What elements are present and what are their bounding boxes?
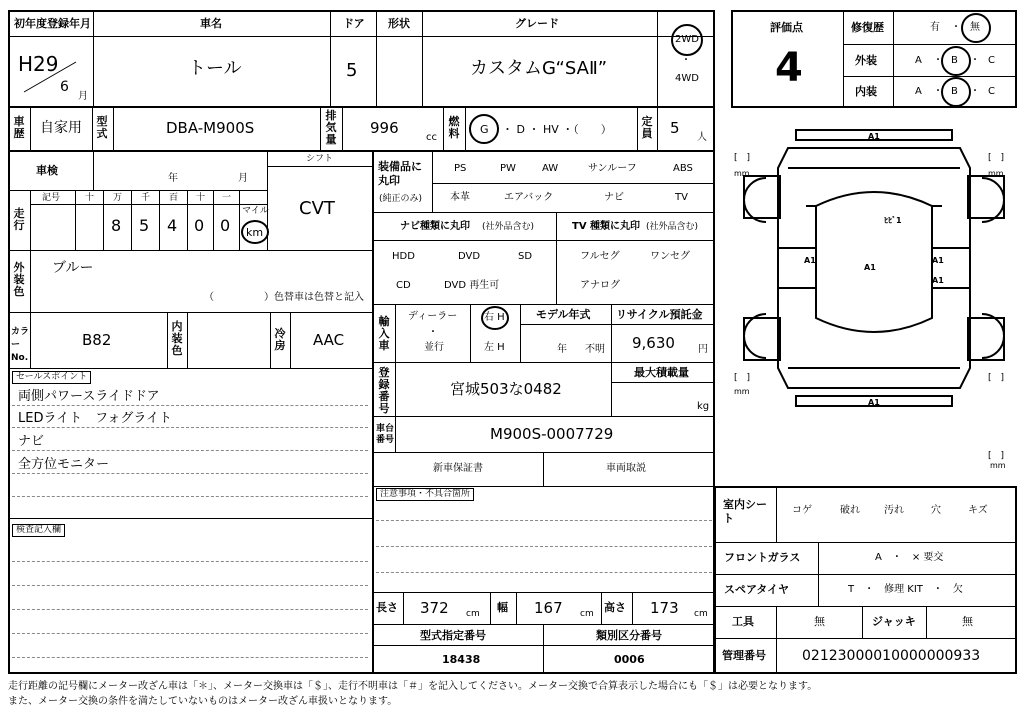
first-reg-era: H29 xyxy=(18,52,59,76)
category-value: 0006 xyxy=(614,653,645,666)
color-no-label: カラーNo. xyxy=(11,327,30,363)
sales-line-2: LEDライト フォグライト xyxy=(18,411,173,426)
displacement-unit: cc xyxy=(426,132,437,143)
damage-mark: A1 xyxy=(868,132,880,141)
equipment-label: 装備品に丸印 xyxy=(378,160,422,187)
mileage-unit-5: 一 xyxy=(222,193,232,203)
damage-mark: A1 xyxy=(932,256,944,265)
width-value: 167 xyxy=(534,599,563,617)
height-unit: cm xyxy=(694,609,708,619)
color-note: （ ）色替車は色替と記入 xyxy=(204,292,364,303)
sales-line-1: 両側パワースライドドア xyxy=(18,389,160,404)
equip-pw[interactable]: PW xyxy=(500,163,516,174)
tools-value[interactable]: 無 xyxy=(814,615,825,628)
import-left-h[interactable]: 左 H xyxy=(484,342,505,353)
seat-stain[interactable]: 汚れ xyxy=(884,505,904,516)
length-unit: cm xyxy=(466,609,480,619)
damage-mark: A1 xyxy=(868,398,880,407)
first-reg-month: 6 xyxy=(60,79,69,95)
sales-label: セールスポイント xyxy=(12,371,91,384)
footer-line-2: また、メーター交換の条件を満たしていないものはメーター改ざん車扱いとなります。 xyxy=(8,696,398,707)
registration-label: 登録番号 xyxy=(378,366,390,415)
inspection-label: 車検 xyxy=(36,164,58,177)
shift-label: シフト xyxy=(306,154,334,164)
height-label: 高さ xyxy=(604,601,626,614)
damage-mark: A1 xyxy=(864,263,876,272)
mgmt-label: 管理番号 xyxy=(722,649,766,662)
recycle-unit: 円 xyxy=(698,344,708,355)
mileage-unit-4: 十 xyxy=(196,193,206,203)
repair-no[interactable]: 無 xyxy=(970,22,980,33)
equip-tv[interactable]: TV xyxy=(675,192,688,203)
damage-mark: ﾋﾋﾞ1 xyxy=(884,216,902,225)
tv-analog[interactable]: アナログ xyxy=(580,280,620,291)
mileage-unit-2: 千 xyxy=(141,193,151,203)
manual-label[interactable]: 車両取説 xyxy=(606,463,646,474)
svg-text:mm: mm xyxy=(990,461,1006,470)
mileage-unit-3: 百 xyxy=(169,193,179,203)
equip-navi[interactable]: ナビ xyxy=(604,192,624,203)
color-value: ブルー xyxy=(52,260,94,276)
equip-ps[interactable]: PS xyxy=(454,163,467,174)
shift-value: CVT xyxy=(299,198,335,219)
width-label: 幅 xyxy=(497,601,508,614)
ac-value: AAC xyxy=(313,331,345,349)
length-value: 372 xyxy=(420,599,449,617)
width-unit: cm xyxy=(580,609,594,619)
model-label: 型式 xyxy=(96,115,108,140)
max-load-unit: kg xyxy=(697,401,710,412)
import-dot: ・ xyxy=(428,327,438,338)
navi-cd[interactable]: CD xyxy=(396,280,411,291)
equip-sunroof[interactable]: サンルーフ xyxy=(588,163,637,174)
seat-tear[interactable]: 破れ xyxy=(840,505,860,516)
mileage-label: 走行 xyxy=(13,207,25,232)
model-value: DBA-M900S xyxy=(166,119,255,137)
grade-label: グレード xyxy=(515,17,559,30)
mileage-unit-0: 十 xyxy=(85,193,95,203)
fuel-label: 燃料 xyxy=(448,115,460,140)
svg-text:mm: mm xyxy=(734,387,750,396)
score-value: 4 xyxy=(775,45,803,91)
svg-text:[ ]: [ ] xyxy=(988,153,1005,163)
sales-line-3: ナビ xyxy=(18,434,45,449)
drive-4wd: 4WD xyxy=(675,73,699,84)
color-no-value: B82 xyxy=(82,331,112,349)
mileage-digit-1: 8 xyxy=(111,216,122,235)
interior-a[interactable]: A xyxy=(915,86,922,97)
model-year-unknown[interactable]: 不明 xyxy=(585,344,605,355)
recycle-label: リサイクル預託金 xyxy=(616,308,703,321)
equip-airbag[interactable]: エアバック xyxy=(504,192,554,203)
grade-value: カスタムG“SAⅡ” xyxy=(470,58,608,79)
jack-label: ジャッキ xyxy=(872,615,916,628)
jack-value[interactable]: 無 xyxy=(962,615,973,628)
equip-leather[interactable]: 本革 xyxy=(450,192,470,203)
height-value: 173 xyxy=(650,599,679,617)
type-designation-label: 型式指定番号 xyxy=(420,629,486,642)
mileage-unit-1: 万 xyxy=(113,193,123,203)
interior-c[interactable]: C xyxy=(988,86,995,97)
svg-text:[ ]: [ ] xyxy=(734,153,751,163)
sales-line-4: 全方位モニター xyxy=(18,457,110,472)
mileage-digit-2: 5 xyxy=(139,216,150,235)
inspection-year-unit: 年 xyxy=(168,173,178,184)
interior-label: 内装 xyxy=(855,85,877,98)
model-year-label: モデル年式 xyxy=(536,308,591,321)
capacity-label: 定員 xyxy=(641,115,653,140)
svg-text:[ ]: [ ] xyxy=(988,373,1005,383)
category-label: 類別区分番号 xyxy=(596,629,662,642)
svg-text:mm: mm xyxy=(734,169,750,178)
model-year-unit: 年 xyxy=(557,344,567,355)
damage-mark: A1 xyxy=(804,256,816,265)
mileage-digit-3: 4 xyxy=(167,216,178,235)
windshield-label: フロントガラス xyxy=(724,551,801,564)
date-slash xyxy=(20,52,80,98)
main-form xyxy=(8,10,715,674)
usage-label: 車歴 xyxy=(13,115,25,140)
km-label: km xyxy=(246,226,264,239)
first-reg-month-unit: 月 xyxy=(78,91,88,102)
equip-aw[interactable]: AW xyxy=(542,163,559,174)
mile-label: マイル xyxy=(242,206,269,216)
navi-dvd-play[interactable]: DVD 再生可 xyxy=(444,280,500,291)
spare-value[interactable]: T ・ 修理 KIT ・ 欠 xyxy=(848,584,963,595)
equip-abs[interactable]: ABS xyxy=(673,163,693,174)
svg-text:mm: mm xyxy=(988,169,1004,178)
fuel-g: G xyxy=(480,123,489,136)
navi-hdd[interactable]: HDD xyxy=(392,251,415,262)
car-damage-diagram xyxy=(726,118,1022,474)
tv-oneseg[interactable]: ワンセグ xyxy=(650,251,690,262)
type-designation-value: 18438 xyxy=(442,653,481,666)
shape-label: 形状 xyxy=(388,17,410,30)
import-right-h[interactable]: 右 H xyxy=(484,312,505,323)
registration-value: 宮城503な0482 xyxy=(450,380,562,398)
footer-line-1: 走行距離の記号欄にメーター改ざん車は「＊」、メーター交換車は「＄」、走行不明車は「＃」を記入してください。メーター交換で合算表示した場合にも「＄」は必要となります。 xyxy=(8,681,818,692)
capacity-unit: 人 xyxy=(697,132,707,143)
seat-burn[interactable]: コゲ xyxy=(792,505,812,516)
interior-dot1: ・ xyxy=(933,86,943,97)
drive-2wd: 2WD xyxy=(675,34,699,45)
capacity-value: 5 xyxy=(670,119,680,137)
mileage-code-label: 記号 xyxy=(42,193,61,203)
repair-dot: ・ xyxy=(951,22,961,33)
tv-label: TV 種類に丸印 xyxy=(572,221,641,232)
door-label: ドア xyxy=(343,17,365,30)
tools-label: 工具 xyxy=(732,615,754,628)
chassis-label: 車台番号 xyxy=(376,424,395,445)
ac-label: 冷房 xyxy=(274,327,286,352)
tv-sub: (社外品含む) xyxy=(646,222,699,232)
interior-b[interactable]: B xyxy=(951,86,958,97)
exterior-dot2: ・ xyxy=(970,55,980,66)
car-name: トール xyxy=(188,58,242,79)
displacement-label: 排気量 xyxy=(325,109,337,146)
repair-label: 修復歴 xyxy=(851,21,884,34)
svg-text:[ ]: [ ] xyxy=(734,373,751,383)
usage-value: 自家用 xyxy=(40,120,82,136)
exterior-c[interactable]: C xyxy=(988,55,995,66)
navi-sub: (社外品含む) xyxy=(482,222,535,232)
door-count: 5 xyxy=(346,60,358,81)
mileage-digit-4: 0 xyxy=(194,216,205,235)
inspection-notes-label: 検査記入欄 xyxy=(12,524,65,537)
interior-color-label: 内装色 xyxy=(171,320,183,357)
repair-yes[interactable]: 有 xyxy=(930,22,940,33)
interior-dot2: ・ xyxy=(970,86,980,97)
length-label: 長さ xyxy=(376,601,398,614)
spare-label: スペアタイヤ xyxy=(724,583,790,596)
drive-dot: ・ xyxy=(681,55,691,66)
mileage-digit-5: 0 xyxy=(220,216,231,235)
exterior-label: 外装 xyxy=(855,54,877,67)
navi-dvd[interactable]: DVD xyxy=(458,251,481,262)
seat-label: 室内シート xyxy=(723,498,767,525)
max-load-label: 最大積載量 xyxy=(634,366,689,379)
inspection-month-unit: 月 xyxy=(238,173,248,184)
exterior-dot1: ・ xyxy=(933,55,943,66)
chassis-value: M900S-0007729 xyxy=(490,425,614,443)
displacement-value: 996 xyxy=(370,119,399,137)
damage-mark: A1 xyxy=(932,276,944,285)
seat-hole[interactable]: 穴 xyxy=(931,505,941,516)
exterior-b[interactable]: B xyxy=(951,55,958,66)
svg-text:[ ]: [ ] xyxy=(988,451,1005,461)
import-parallel[interactable]: 並行 xyxy=(424,342,444,353)
mgmt-value: 02123000010000000933 xyxy=(802,648,981,664)
navi-sd[interactable]: SD xyxy=(518,251,533,262)
fuel-options: ・ D ・ HV ・（ ） xyxy=(502,123,612,136)
exterior-a[interactable]: A xyxy=(915,55,922,66)
car-name-label: 車名 xyxy=(200,17,222,30)
first-reg-label: 初年度登録年月 xyxy=(14,17,91,30)
notes-label: 注意事項・不具合箇所 xyxy=(376,488,474,501)
score-label: 評価点 xyxy=(770,21,803,34)
warranty-label[interactable]: 新車保証書 xyxy=(433,463,483,474)
import-label: 輸入車 xyxy=(378,315,390,352)
tv-fullseg[interactable]: フルセグ xyxy=(580,251,620,262)
windshield-value[interactable]: A ・ × 要交 xyxy=(875,552,944,563)
color-label: 外装色 xyxy=(13,261,25,298)
navi-label: ナビ種類に丸印 xyxy=(400,221,470,232)
seat-scratch[interactable]: キズ xyxy=(968,505,988,516)
equipment-sub: (純正のみ) xyxy=(379,194,423,204)
import-dealer[interactable]: ディーラー xyxy=(408,311,458,322)
recycle-value: 9,630 xyxy=(632,334,675,352)
